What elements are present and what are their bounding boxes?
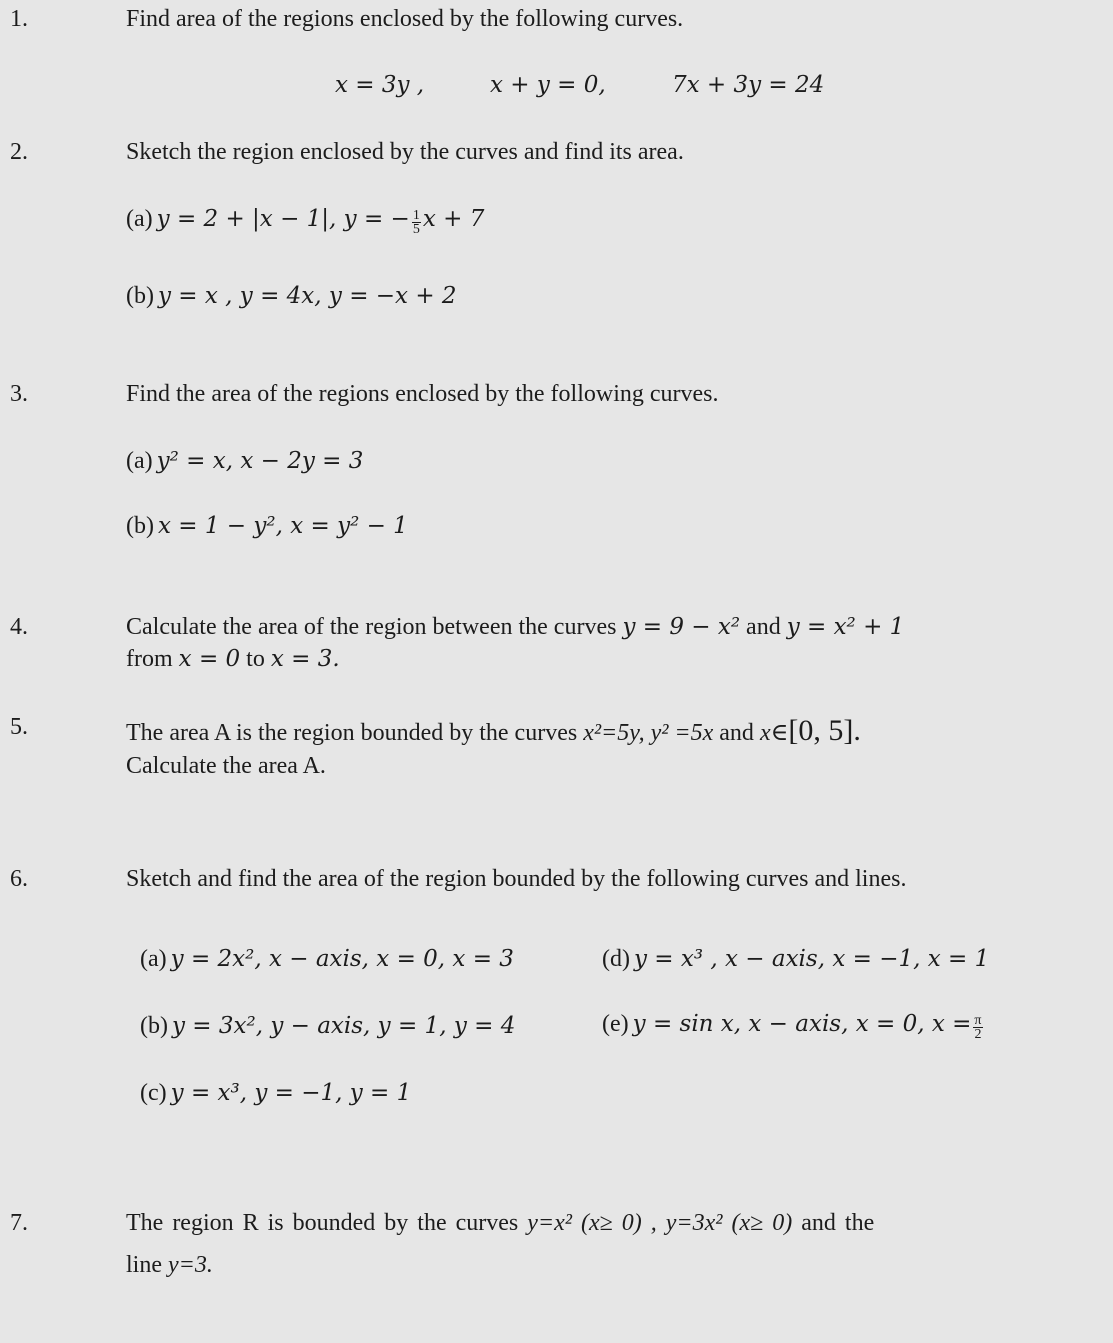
bound-equation: x = 0 bbox=[178, 646, 241, 672]
problem-2a-math-pre: y = 2 + |x − 1|, y = − bbox=[156, 206, 410, 232]
problem-3-number: 3. bbox=[10, 381, 28, 407]
problem-5-number: 5. bbox=[10, 714, 28, 740]
conjunction: and bbox=[746, 614, 781, 640]
problem-6a-math: y = 2x², x − axis, x = 0, x = 3 bbox=[170, 946, 514, 972]
problem-7-number: 7. bbox=[10, 1210, 28, 1236]
problem-7-text-end: and the bbox=[801, 1210, 875, 1236]
part-label: (a) bbox=[140, 946, 167, 972]
curve-equation: y = 9 − x² bbox=[622, 614, 741, 640]
word: line bbox=[126, 1252, 162, 1278]
problem-5-line-2: Calculate the area A. bbox=[126, 753, 326, 779]
interval: [0, 5]. bbox=[788, 714, 861, 747]
problem-6b-math: y = 3x², y − axis, y = 1, y = 4 bbox=[171, 1013, 516, 1039]
fraction-numerator: 1 bbox=[412, 207, 420, 223]
problem-6d bbox=[602, 946, 989, 973]
problem-1-text: Find area of the regions enclosed by the following curves. bbox=[126, 6, 684, 32]
problem-2-text: Sketch the region enclosed by the curves and find its area. bbox=[126, 139, 684, 165]
curve-equations: y=x² (x≥ 0) , y=3x² (x≥ 0) bbox=[527, 1210, 793, 1236]
fraction-denominator: 2 bbox=[974, 1026, 982, 1042]
problem-6b bbox=[140, 1013, 515, 1040]
problem-4-line-2 bbox=[126, 646, 340, 673]
domain-symbol: x∈ bbox=[759, 720, 789, 746]
problem-3a-math: y² = x, x − 2y = 3 bbox=[156, 448, 364, 474]
part-label: (b) bbox=[126, 513, 154, 539]
problem-2b bbox=[126, 283, 457, 310]
problem-1-equation-2: x + y = 0, bbox=[490, 72, 606, 98]
problem-1-number: 1. bbox=[10, 6, 28, 32]
problem-2b-math: y = x , y = 4x, y = −x + 2 bbox=[157, 283, 457, 309]
problem-3b-math: x = 1 − y², x = y² − 1 bbox=[157, 513, 408, 539]
word: from bbox=[126, 646, 173, 672]
problem-7-line-1 bbox=[126, 1210, 874, 1237]
problem-7-text: The region R is bounded by the curves bbox=[126, 1210, 519, 1236]
part-label: (d) bbox=[602, 946, 630, 972]
bound-equation: x = 3. bbox=[270, 646, 340, 672]
problem-6-text: Sketch and find the area of the region bounded by the following curves and lines. bbox=[126, 866, 907, 892]
problem-2-number: 2. bbox=[10, 139, 28, 165]
problem-6c bbox=[140, 1080, 411, 1107]
curve-equation: y = x² + 1 bbox=[786, 614, 905, 640]
part-label: (b) bbox=[126, 283, 154, 309]
problem-7-line-2 bbox=[126, 1252, 213, 1279]
problem-5-line-1 bbox=[126, 714, 861, 748]
problem-5-text: The area A is the region bounded by the curves bbox=[126, 720, 578, 746]
problem-4-number: 4. bbox=[10, 614, 28, 640]
fraction bbox=[973, 1014, 982, 1041]
word: to bbox=[246, 646, 265, 672]
problem-6c-math: y = x³, y = −1, y = 1 bbox=[170, 1080, 412, 1106]
problem-6-number: 6. bbox=[10, 866, 28, 892]
part-label: (a) bbox=[126, 206, 153, 232]
problem-3b bbox=[126, 513, 408, 540]
problem-4-line-1 bbox=[126, 614, 904, 641]
part-label: (e) bbox=[602, 1011, 629, 1037]
problem-2a bbox=[126, 206, 484, 236]
problem-1-equation-1: x = 3y , bbox=[335, 72, 425, 98]
part-label: (a) bbox=[126, 448, 153, 474]
problem-6d-math: y = x³ , x − axis, x = −1, x = 1 bbox=[633, 946, 990, 972]
fraction bbox=[412, 209, 421, 236]
problem-4-text: Calculate the area of the region between the curves bbox=[126, 614, 617, 640]
fraction-numerator: π bbox=[974, 1012, 982, 1028]
curve-equations: x²=5y, y² =5x bbox=[583, 720, 714, 746]
problem-6e-math: y = sin x, x − axis, x = 0, x = bbox=[632, 1011, 972, 1037]
problem-6a bbox=[140, 946, 514, 973]
problem-3a bbox=[126, 448, 363, 475]
fraction-denominator: 5 bbox=[412, 221, 420, 237]
problem-2a-math-post: x + 7 bbox=[422, 206, 485, 232]
problem-3-text: Find the area of the regions enclosed by the following curves. bbox=[126, 381, 719, 407]
problem-1-equation-3: 7x + 3y = 24 bbox=[672, 72, 825, 98]
part-label: (c) bbox=[140, 1080, 167, 1106]
line-equation: y=3. bbox=[168, 1252, 213, 1278]
part-label: (b) bbox=[140, 1013, 168, 1039]
conjunction: and bbox=[719, 720, 754, 746]
problem-6e bbox=[602, 1011, 985, 1041]
